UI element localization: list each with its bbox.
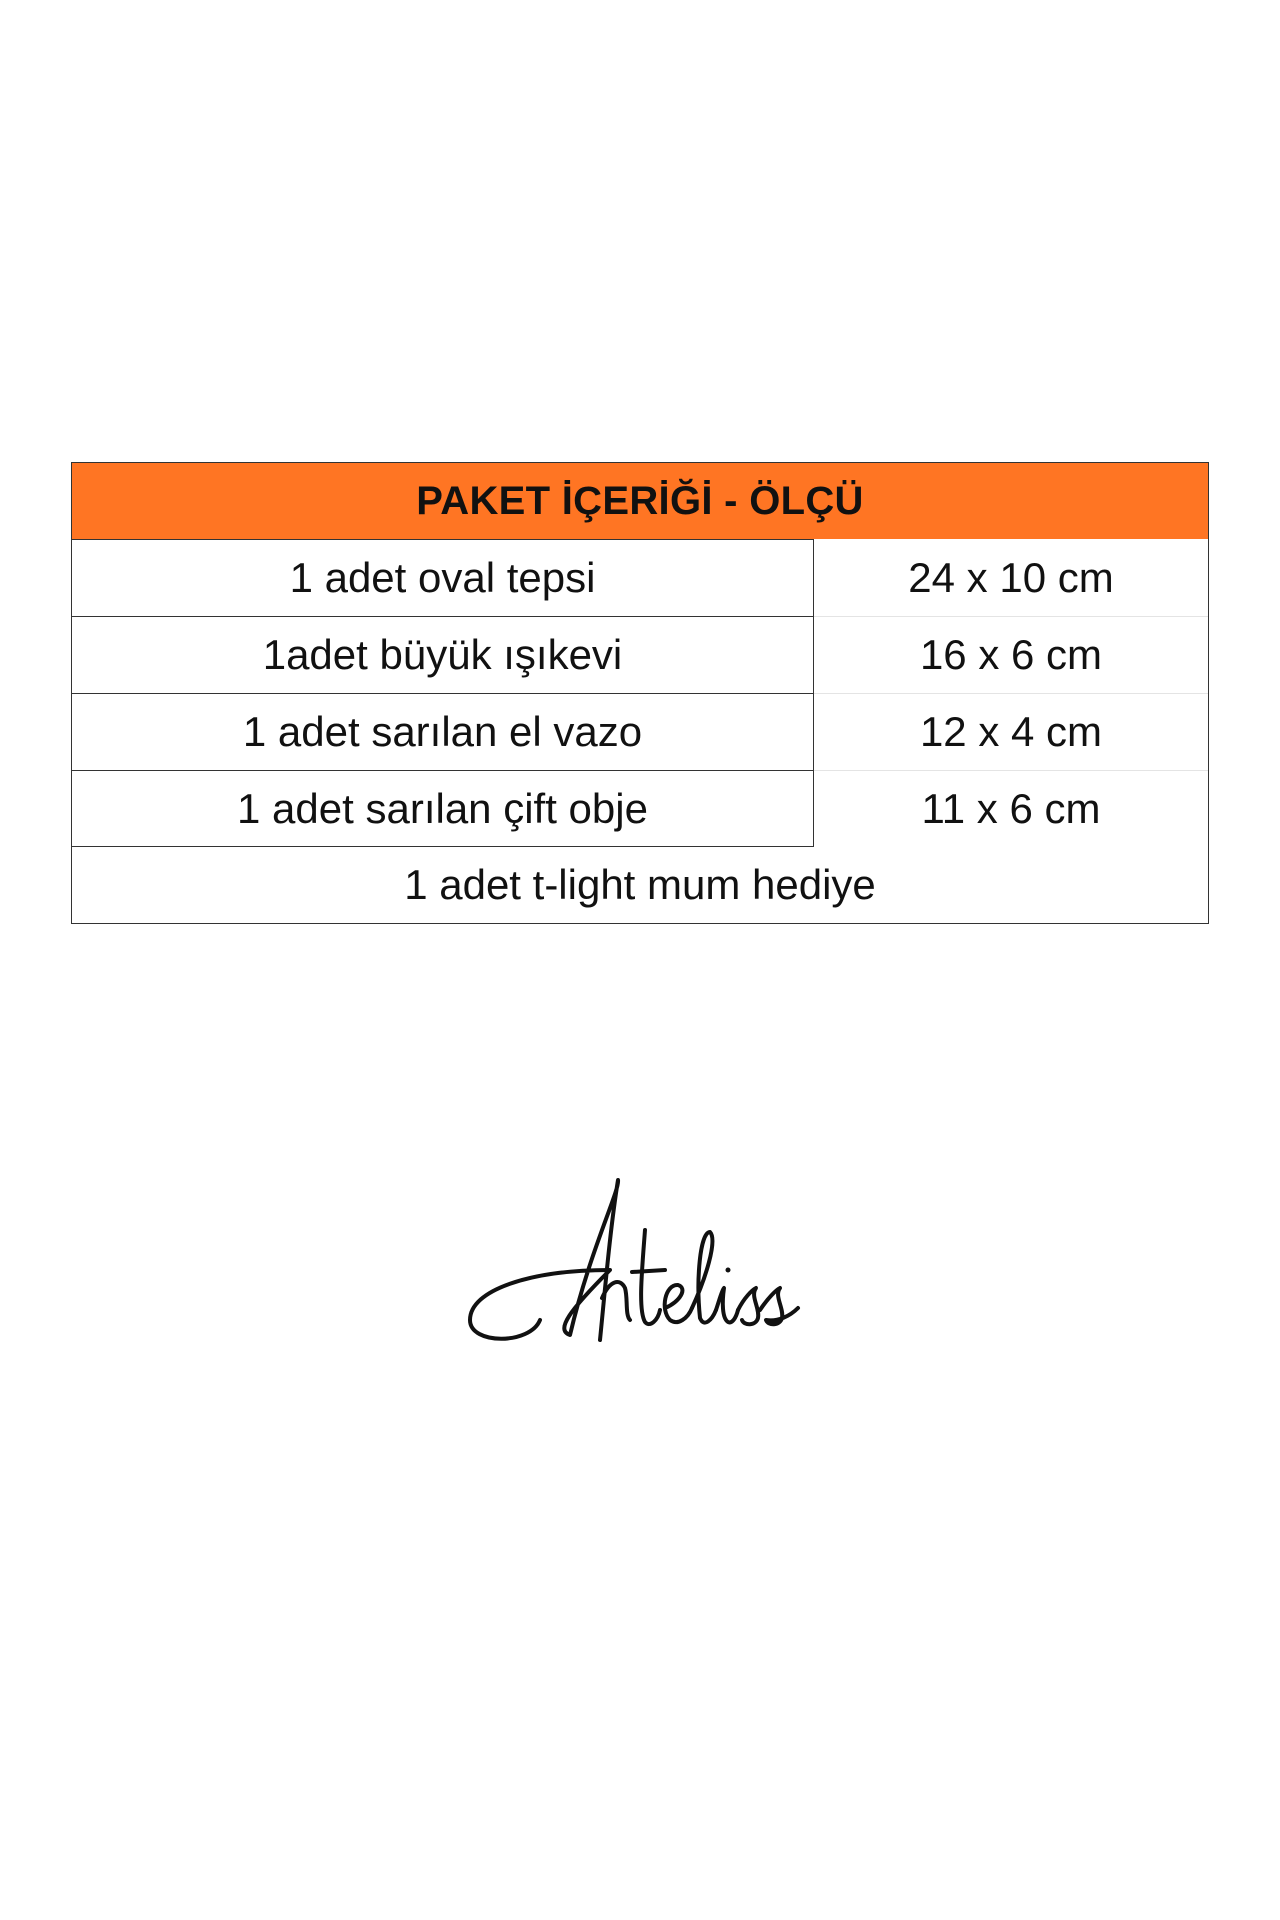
item-cell: 1 adet oval tepsi — [72, 539, 814, 616]
gift-note-row: 1 adet t-light mum hediye — [404, 861, 876, 908]
table-row — [72, 539, 1208, 616]
package-contents-table — [71, 462, 1209, 924]
size-cell: 16 x 6 cm — [814, 616, 1208, 693]
item-cell: 1 adet sarılan el vazo — [72, 693, 814, 770]
item-cell: 1adet büyük ışıkevi — [72, 616, 814, 693]
table-row — [72, 693, 1208, 770]
arteliss-logo — [460, 1170, 820, 1350]
table-row — [72, 616, 1208, 693]
size-cell: 24 x 10 cm — [908, 553, 1114, 601]
table-row — [72, 770, 1208, 847]
size-cell: 12 x 4 cm — [814, 693, 1208, 770]
table-header: PAKET İÇERİĞİ - ÖLÇÜ — [72, 463, 1208, 539]
item-cell: 1 adet sarılan çift obje — [72, 770, 814, 847]
size-cell: 11 x 6 cm — [814, 770, 1208, 847]
